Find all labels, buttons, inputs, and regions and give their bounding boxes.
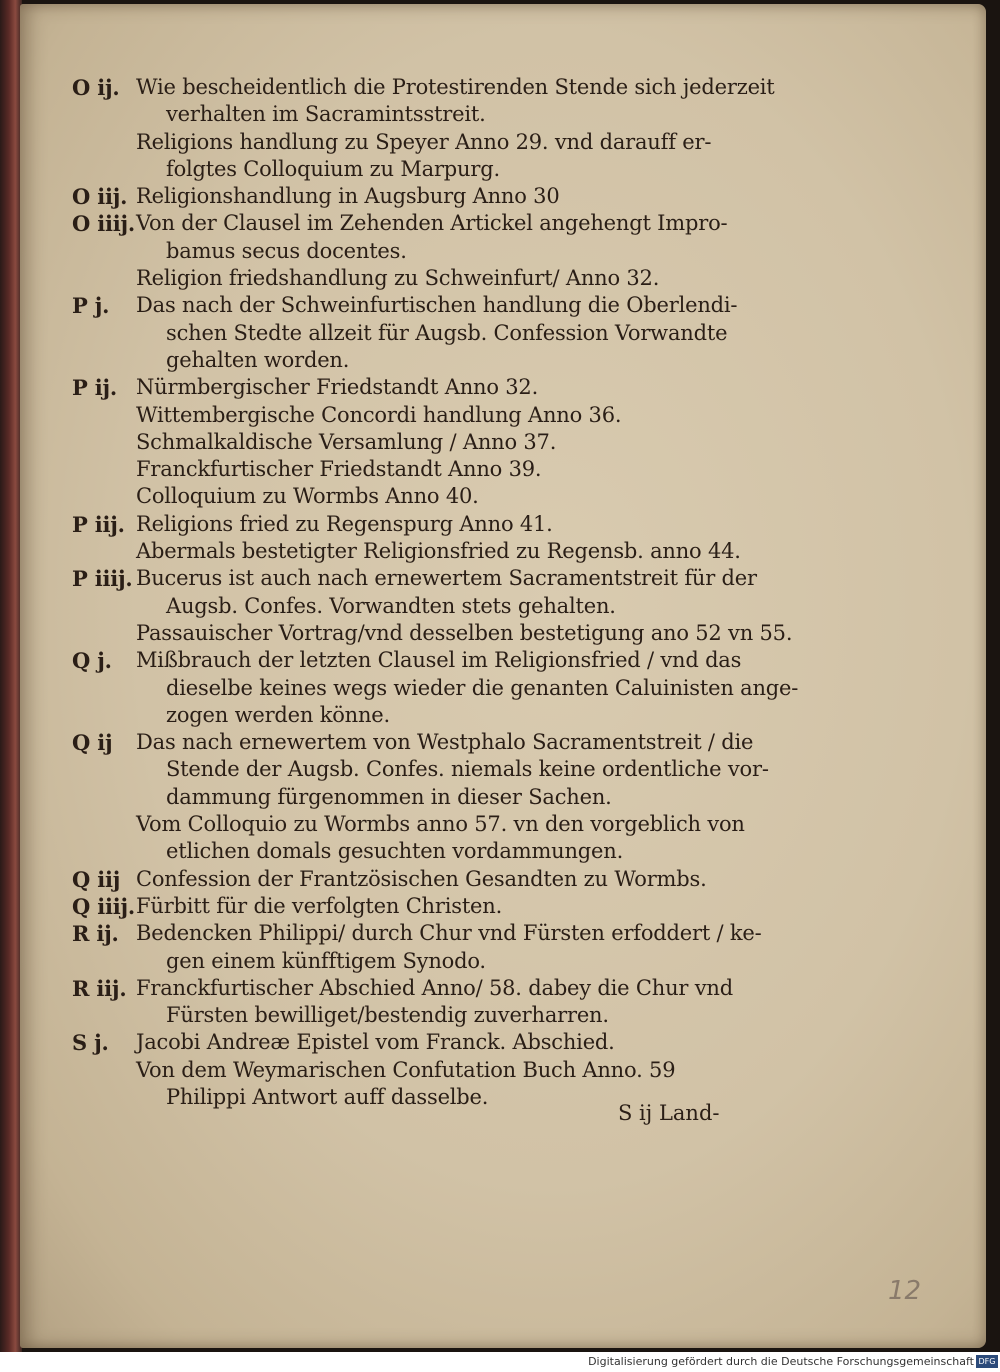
toc-entry — [72, 402, 742, 429]
entry-line: Mißbrauch der letzten Clausel im Religionsfried / vnd das — [136, 648, 742, 673]
entry-text — [136, 402, 742, 429]
signature-mark: Q iiij. — [72, 893, 136, 919]
signature-mark: Q ij — [72, 730, 113, 756]
toc-entry — [72, 74, 775, 129]
toc-entry — [72, 975, 742, 1030]
entry-line: gen einem künfftigem Synodo. — [166, 948, 486, 973]
signature-mark: R iij. — [72, 975, 127, 1001]
dfg-logo: DFG — [976, 1355, 998, 1368]
footer-bar — [0, 1352, 1000, 1372]
entry-line: Jacobi Andreæ Epistel vom Franck. Abschied. — [136, 1030, 615, 1055]
signature-mark: P j. — [72, 293, 110, 319]
entry-line: Stende der Augsb. Confes. niemals keine ordentliche vor- — [166, 757, 769, 782]
toc-entry — [72, 811, 745, 866]
entry-line: Augsb. Confes. Vorwandten stets gehalten. — [166, 593, 616, 618]
entry-line: Philippi Antwort auff dasselbe. — [166, 1084, 489, 1109]
catchword: S ij Land- — [618, 1101, 720, 1125]
entry-line: schen Stedte allzeit für Augsb. Confession Vorwandte — [166, 320, 728, 345]
entry-line: Religions handlung zu Speyer Anno 29. vnd darauff er- — [136, 129, 712, 154]
toc-entry — [72, 292, 742, 374]
entry-line: Das nach ernewertem von Westphalo Sacramentstreit / die — [136, 730, 754, 755]
toc-entry — [72, 429, 742, 456]
entry-text — [136, 483, 742, 510]
entry-line: Wittembergische Concordi handlung Anno 36. — [136, 402, 622, 427]
entry-line: Confession der Frantzösischen Gesandten zu Wormbs. — [136, 866, 707, 891]
signature-mark: P iiij. — [72, 566, 133, 592]
toc-entry — [72, 129, 742, 184]
entry-text — [136, 866, 742, 893]
toc-entry — [72, 729, 769, 811]
entry-text — [136, 511, 742, 538]
entry-line: dammung fürgenommen in dieser Sachen. — [166, 784, 612, 809]
toc-entry — [72, 511, 742, 538]
toc-entry — [72, 456, 742, 483]
entry-line: Colloquium zu Wormbs Anno 40. — [136, 484, 479, 509]
signature-mark: P iij. — [72, 511, 125, 537]
signature-mark: S j. — [72, 1030, 109, 1056]
entry-text — [136, 647, 799, 729]
entry-text — [136, 74, 775, 129]
toc-entry — [72, 183, 742, 210]
entry-text — [136, 210, 742, 265]
entry-line: zogen werden könne. — [166, 702, 391, 727]
entry-line: Passauischer Vortrag/vnd desselben bestetigung ano 52 vn 55. — [136, 620, 793, 645]
toc-entry — [72, 483, 742, 510]
entry-line: Franckfurtischer Friedstandt Anno 39. — [136, 457, 542, 482]
entry-line: Religionshandlung in Augsburg Anno 30 — [136, 184, 560, 209]
entry-text — [136, 183, 742, 210]
entry-text — [136, 811, 745, 866]
entry-line: dieselbe keines wegs wieder die genanten Caluinisten ange- — [166, 675, 799, 700]
entry-line: bamus secus docentes. — [166, 238, 407, 263]
toc-entry — [72, 210, 742, 265]
signature-mark: Q j. — [72, 648, 112, 674]
entry-line: Franckfurtischer Abschied Anno/ 58. dabey die Chur vnd — [136, 975, 733, 1000]
entry-line: Religion friedshandlung zu Schweinfurt/ Anno 32. — [136, 266, 660, 291]
toc-entry — [72, 538, 742, 565]
signature-mark: R ij. — [72, 921, 119, 947]
entry-line: Bucerus ist auch nach ernewertem Sacramentstreit für der — [136, 566, 757, 591]
signature-mark: P ij. — [72, 375, 117, 401]
entry-text — [136, 374, 742, 401]
entry-text — [136, 975, 742, 1030]
entry-line: Schmalkaldische Versamlung / Anno 37. — [136, 429, 557, 454]
entry-text — [136, 729, 769, 811]
entry-line: Von dem Weymarischen Confutation Buch Anno. 59 — [136, 1057, 676, 1082]
entry-line: Abermals bestetigter Religionsfried zu Regensb. anno 44. — [136, 539, 741, 564]
signature-mark: O iij. — [72, 184, 128, 210]
toc-entry — [72, 893, 742, 920]
entry-line: Das nach der Schweinfurtischen handlung die Oberlendi- — [136, 293, 738, 318]
entry-line: gehalten worden. — [166, 347, 350, 372]
toc-entry — [72, 374, 742, 401]
signature-mark: Q iij — [72, 866, 121, 892]
entry-line: folgtes Colloquium zu Marpurg. — [166, 156, 500, 181]
entry-line: Vom Colloquio zu Wormbs anno 57. vn den vorgeblich von — [136, 812, 745, 837]
entry-line: etlichen domals gesuchten vordammungen. — [166, 839, 624, 864]
signature-mark: O ij. — [72, 75, 120, 100]
entry-text — [136, 538, 742, 565]
entry-line: Fürsten bewilliget/bestendig zuverharren. — [166, 1003, 609, 1028]
entry-text — [136, 620, 793, 647]
entry-line: Von der Clausel im Zehenden Artickel angehengt Impro- — [136, 211, 728, 236]
footer-credit: Digitalisierung gefördert durch die Deutsche Forschungsgemeinschaft — [588, 1355, 974, 1368]
toc-entry — [72, 647, 799, 729]
entry-line: Fürbitt für die verfolgten Christen. — [136, 893, 503, 918]
entry-line: Bedencken Philippi/ durch Chur vnd Fürsten erfoddert / ke- — [136, 921, 762, 946]
entry-line: Wie bescheidentlich die Protestirenden Stende sich jederzeit — [136, 75, 775, 99]
entry-text — [136, 292, 742, 374]
entry-text — [136, 565, 757, 620]
entry-line: Nürmbergischer Friedstandt Anno 32. — [136, 375, 539, 400]
entry-text — [136, 429, 742, 456]
signature-mark: O iiij. — [72, 211, 136, 237]
entry-text — [136, 129, 742, 184]
toc-entry — [72, 565, 757, 620]
entry-line: verhalten im Sacramintsstreit. — [166, 102, 486, 127]
toc-entry — [72, 866, 742, 893]
toc-entry — [72, 1029, 742, 1056]
entry-text — [136, 265, 742, 292]
entry-line: Religions fried zu Regenspurg Anno 41. — [136, 511, 553, 536]
entry-text — [136, 456, 742, 483]
table-of-contents — [72, 74, 799, 1111]
toc-entry — [72, 265, 742, 292]
entry-text — [136, 920, 762, 975]
entry-text — [136, 1029, 742, 1056]
book-page — [20, 4, 986, 1348]
book-spine — [0, 0, 22, 1352]
toc-entry — [72, 620, 793, 647]
entry-text — [136, 893, 742, 920]
toc-entry — [72, 920, 762, 975]
page-number: 12 — [888, 1276, 922, 1306]
